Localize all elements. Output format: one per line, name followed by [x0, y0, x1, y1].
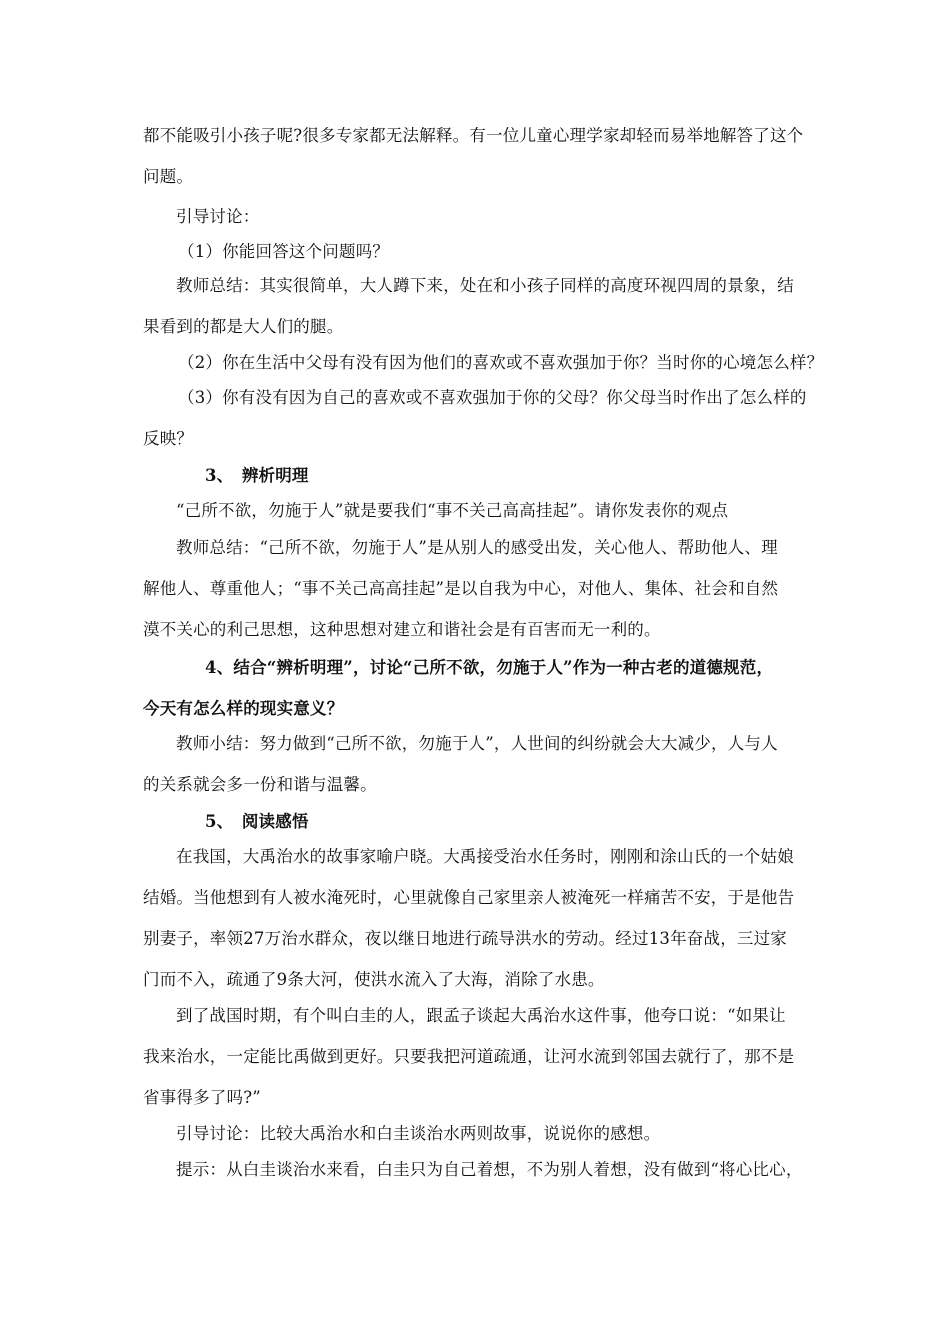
text-line: 在我国，大禹治水的故事家喻户晓。大禹接受治水任务时，刚刚和涂山氏的一个姑娘 [176, 847, 794, 866]
text-line: 教师总结：其实很简单，大人蹲下来，处在和小孩子同样的高度环视四周的景象，结 [176, 276, 794, 295]
section-heading-4: 4、结合“辨析明理”，讨论“己所不欲，勿施于人”作为一种古老的道德规范， [205, 658, 774, 677]
text-line: 提示：从白圭谈治水来看，白圭只为自己着想，不为别人着想，没有做到“将心比心， [176, 1160, 803, 1179]
text-line: 省事得多了吗?” [143, 1088, 261, 1107]
text-line: 我来治水，一定能比禹做到更好。只要我把河道疏通，让河水流到邻国去就行了，那不是 [143, 1047, 795, 1066]
text-line: 引导讨论： [176, 207, 260, 226]
text-line: 教师小结：努力做到“己所不欲，勿施于人”，人世间的纠纷就会大大减少，人与人 [176, 734, 778, 753]
text-line: 到了战国时期，有个叫白圭的人，跟孟子谈起大禹治水这件事，他夸口说：“如果让 [176, 1006, 786, 1025]
section-heading-4-cont: 今天有怎么样的现实意义？ [143, 699, 344, 718]
text-line: （3）你有没有因为自己的喜欢或不喜欢强加于你的父母？你父母当时作出了怎么样的 [178, 388, 807, 407]
text-line: （1）你能回答这个问题吗？ [178, 242, 390, 261]
text-line: （2）你在生活中父母有没有因为他们的喜欢或不喜欢强加于你？当时你的心境怎么样？ [178, 353, 824, 372]
section-heading-3: 3、 辨析明理 [205, 466, 309, 485]
text-line: 门而不入，疏通了9条大河，使洪水流入了大海，消除了水患。 [143, 970, 605, 989]
text-line: 反映？ [143, 429, 194, 448]
text-line: 问题。 [143, 167, 194, 186]
text-line: 解他人、尊重他人；“事不关己高高挂起”是以自我为中心，对他人、集体、社会和自然 [143, 579, 779, 598]
text-line: 教师总结：“己所不欲，勿施于人”是从别人的感受出发，关心他人、帮助他人、理 [176, 538, 778, 557]
section-heading-5: 5、 阅读感悟 [205, 812, 309, 831]
text-line: 引导讨论：比较大禹治水和白圭谈治水两则故事，说说你的感想。 [176, 1124, 661, 1143]
text-line: 都不能吸引小孩子呢?很多专家都无法解释。有一位儿童心理学家却轻而易举地解答了这个 [143, 126, 804, 145]
text-line: “己所不欲，勿施于人”就是要我们“事不关己高高挂起”。请你发表你的观点 [176, 501, 729, 520]
text-line: 别妻子，率领27万治水群众，夜以继日地进行疏导洪水的劳动。经过13年奋战，三过家 [143, 929, 787, 948]
text-line: 漠不关心的利己思想，这种思想对建立和谐社会是有百害而无一利的。 [143, 620, 661, 639]
text-line: 结婚。当他想到有人被水淹死时，心里就像自己家里亲人被淹死一样痛苦不安，于是他告 [143, 888, 795, 907]
text-line: 果看到的都是大人们的腿。 [143, 317, 344, 336]
text-line: 的关系就会多一份和谐与温馨。 [143, 775, 377, 794]
